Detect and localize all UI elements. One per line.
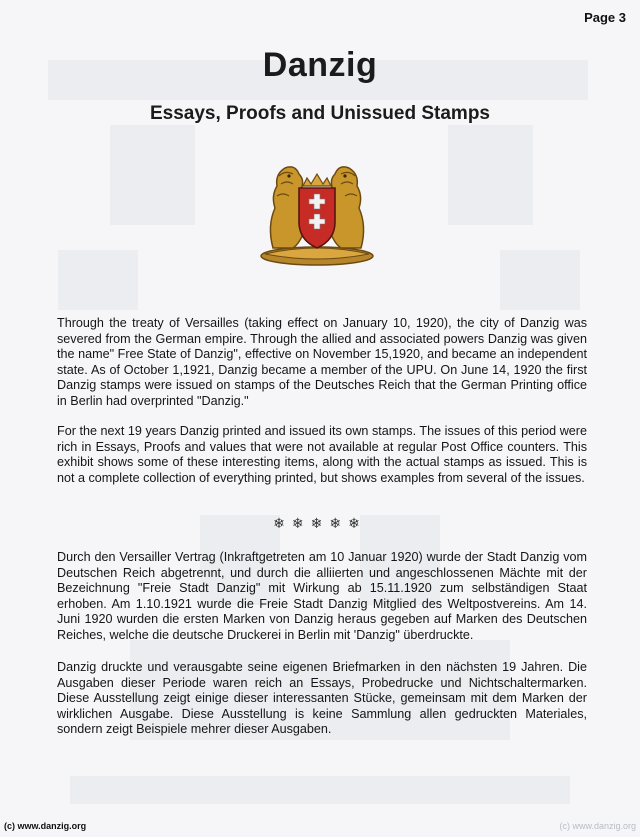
danzig-coat-of-arms-icon <box>253 156 381 268</box>
footer-copyright-left: (c) www.danzig.org <box>4 821 87 831</box>
footer-copyright-right: (c) www.danzig.org <box>559 821 636 831</box>
intro-paragraph-german-2: Danzig druckte und verausgabte seine eigenen Briefmarken in den nächsten 19 Jahren. Die Ausgaben dieser Periode waren reich an Essays, Probedrucke und Nichtschaltermarken. Diese Ausstellung zeigt einige dieser interessanten Stücke, gemeinsam mit dem Marken der wirklichen Ausgabe. Diese Ausstellung is keine Sammlung allen gedruckten Materiales, sondern zeigt Beispiele mehrer dieser Ausgaben. <box>57 660 587 736</box>
show-through-block-1 <box>110 125 195 225</box>
snowflake-separator: ❄❄❄❄❄ <box>273 516 367 532</box>
page-number: Page 3 <box>584 10 626 25</box>
show-through-block-3 <box>58 250 138 310</box>
show-through-block-2 <box>448 125 533 225</box>
page-title: Danzig <box>262 46 378 84</box>
intro-paragraph-english-2: For the next 19 years Danzig printed and issued its own stamps. The issues of this period were rich in Essays, Proofs and values that were not available at regular Post Office counters. This exhibit shows some of these interesting items, along with the actual stamps as issued. This is not a complete collection of everything printed, but shows examples from several of the issues. <box>57 424 587 485</box>
show-through-block-4 <box>500 250 580 310</box>
page-subtitle: Essays, Proofs and Unissued Stamps <box>149 103 490 124</box>
intro-paragraph-english-1: Through the treaty of Versailles (taking effect on January 10, 1920), the city of Danzig was severed from the German empire. Through the allied and associated powers Danzig was given the name" Free State of Danzig", effective on November 15,1920, and became an independent state. As of October 1,1921, Danzig became a member of the UPU. On June 14, 1920 the first Danzig stamps were issued on stamps of the Deutsches Reich that the German Printing office in Berlin had overprinted "Danzig." <box>57 316 587 408</box>
show-through-band-bottom <box>70 776 570 804</box>
intro-paragraph-german-1: Durch den Versailler Vertrag (Inkraftgetreten am 10 Januar 1920) wurde der Stadt Danzig vom Deutschen Reich abgetrennt, und durch die alliierten und angeschlossenen Mächte mit der Bezeichnung "Freie Stadt Danzig" mit Wirkung ab 15.11.1920 zum selbständigen Staat erhoben. Am 1.10.1921 wurde die Freie Stadt Danzig Mitglied des Weltpostvereins. Am 14. Juni 1920 wurden die ersten Marken von Danzig heraus gegeben auf Marken des Deutschen Reiches, welche die deutsche Druckerei in Berlin mit 'Danzig" überdruckte. <box>57 550 587 642</box>
